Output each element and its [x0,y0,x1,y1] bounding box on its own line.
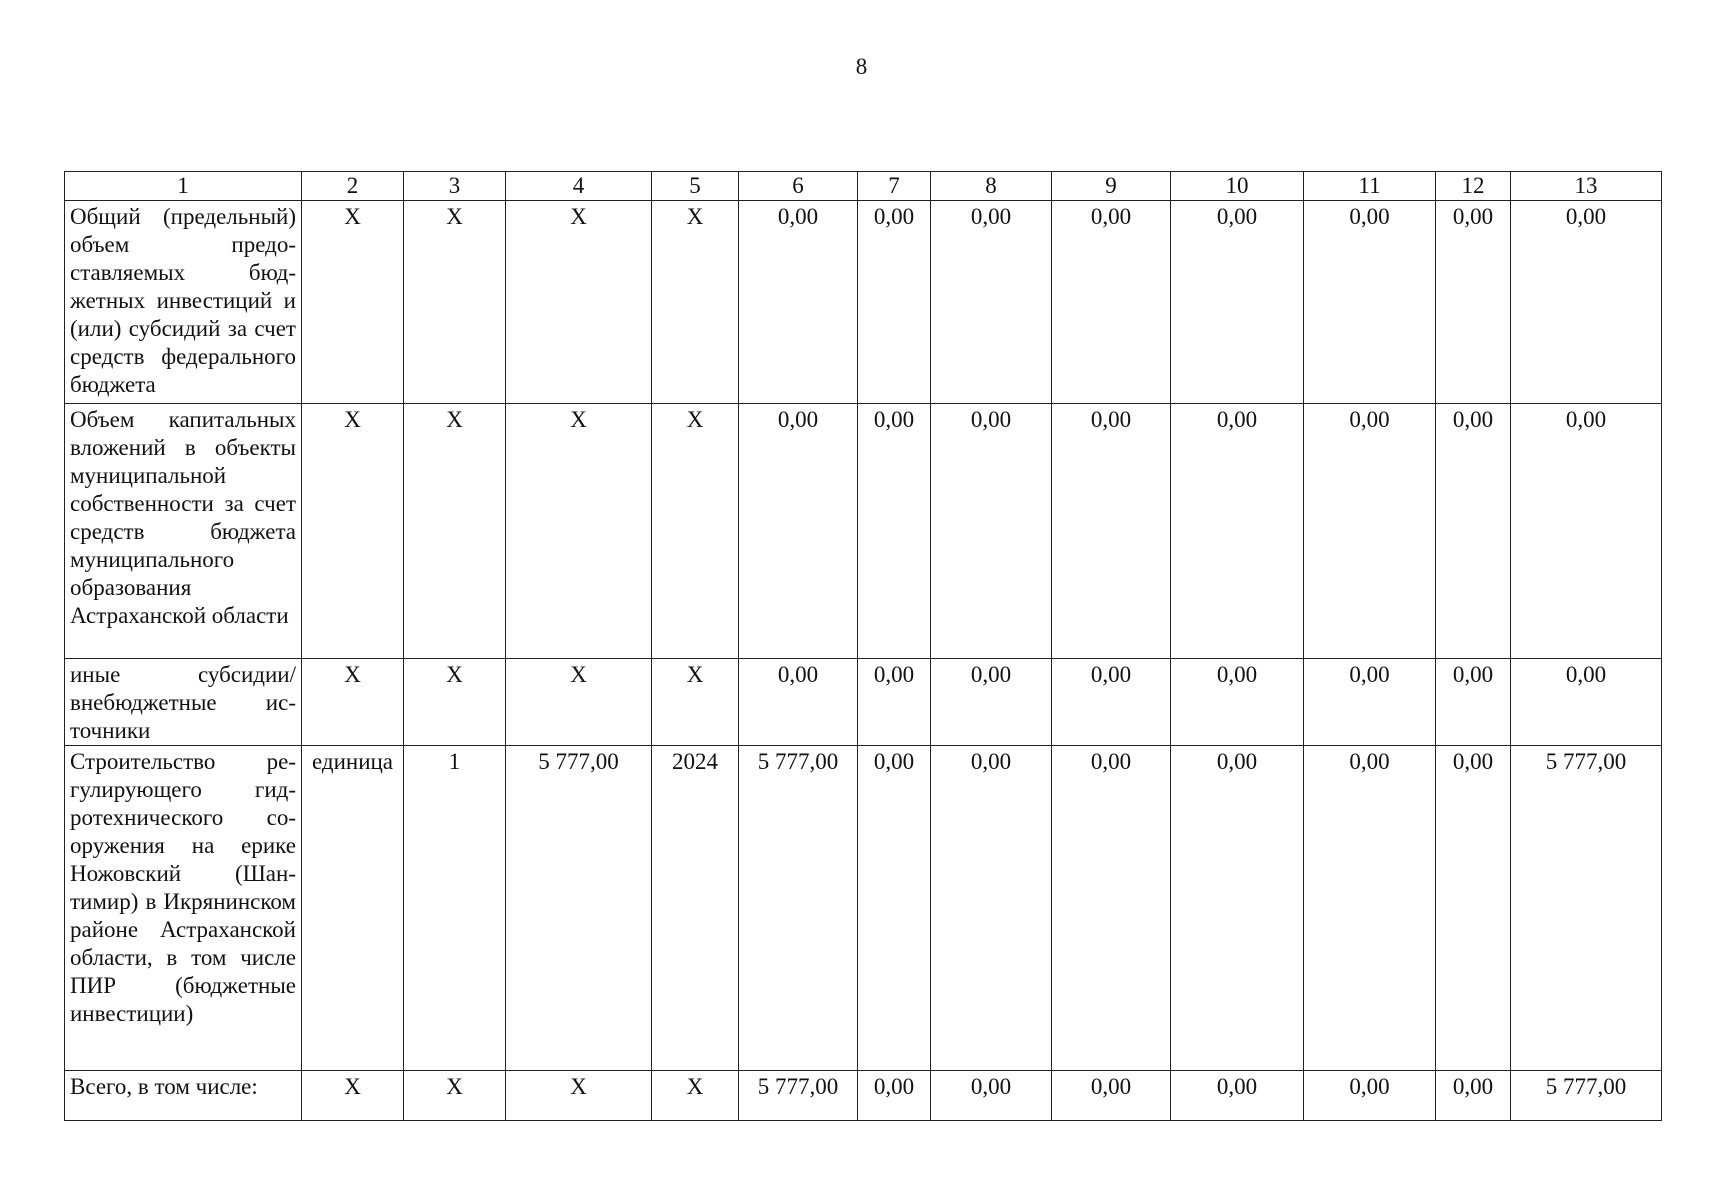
table-cell: X [302,201,404,404]
table-cell: X [652,201,739,404]
table-cell: X [404,1071,506,1121]
table-cell: 5 777,00 [1511,1071,1662,1121]
column-header: 5 [652,172,739,201]
table-cell: X [506,1071,652,1121]
table-cell: X [404,201,506,404]
table-cell: 0,00 [1436,659,1511,746]
table-cell: 5 777,00 [1511,746,1662,1071]
table-cell: 0,00 [1436,746,1511,1071]
table-cell: 0,00 [931,659,1052,746]
table-cell: X [404,659,506,746]
table-cell: 0,00 [1171,201,1304,404]
table-row-municipal-investment [65,404,1662,659]
column-header: 9 [1052,172,1171,201]
column-header: 10 [1171,172,1304,201]
table-cell: X [652,1071,739,1121]
table-cell: 0,00 [1171,659,1304,746]
table-row-construction [65,746,1662,1071]
table-cell: 0,00 [1304,746,1436,1071]
table-cell: X [302,659,404,746]
table-cell: 0,00 [1052,746,1171,1071]
table-cell: 0,00 [1052,1071,1171,1121]
column-header: 11 [1304,172,1436,201]
table-cell: 0,00 [1511,201,1662,404]
table-cell: 0,00 [1304,201,1436,404]
table-cell: X [652,659,739,746]
column-header: 13 [1511,172,1662,201]
table-cell: 0,00 [739,201,858,404]
table-cell: 0,00 [858,659,931,746]
table-cell: 0,00 [931,746,1052,1071]
table-cell: 0,00 [1052,659,1171,746]
table-cell: 0,00 [858,1071,931,1121]
table-cell: 0,00 [858,404,931,659]
table-cell: X [302,1071,404,1121]
table-cell: 0,00 [931,404,1052,659]
table-cell: 0,00 [1304,404,1436,659]
row-label: Строительство регулирующего гидротехнического сооружения на ерике Ножовский (Шантимир) в Икрянинском районе Астраханской области, в том числе ПИР (бюджетные инвестиции) [65,746,302,1071]
row-label: Всего, в том числе: [65,1071,302,1121]
table-cell: 0,00 [858,201,931,404]
table-cell: 0,00 [931,1071,1052,1121]
table-cell: 0,00 [1436,404,1511,659]
column-header: 6 [739,172,858,201]
table-cell: X [506,659,652,746]
table-cell: 0,00 [1511,659,1662,746]
table-cell: 0,00 [1304,1071,1436,1121]
table-cell: X [506,201,652,404]
column-header: 2 [302,172,404,201]
column-header: 1 [65,172,302,201]
table-cell: 5 777,00 [739,746,858,1071]
header-row [65,172,1662,201]
row-label: Объем капитальных вложений в объекты муниципальной собственности за счет средств бюджета муниципального образования Астраханской области [65,404,302,659]
table-cell: 0,00 [1171,404,1304,659]
table-cell: 2024 [652,746,739,1071]
column-header: 8 [931,172,1052,201]
table-cell: 5 777,00 [506,746,652,1071]
table-cell: 0,00 [1511,404,1662,659]
row-label: иные субсидии/ внебюджетные источники [65,659,302,746]
column-header: 7 [858,172,931,201]
column-header: 3 [404,172,506,201]
page-number: 8 [855,54,868,79]
table-cell: 0,00 [1052,404,1171,659]
table-cell: 0,00 [1171,746,1304,1071]
table-cell: 0,00 [1436,1071,1511,1121]
table-row-federal-budget [65,201,1662,404]
table-cell: единица [302,746,404,1071]
row-label: Общий (предельный) объем предоставляемых бюджетных инвестиций и (или) субсидий за счет средств федерального бюджета [65,201,302,404]
table-cell: 0,00 [858,746,931,1071]
table-row-total [65,1071,1662,1121]
table-cell: 0,00 [931,201,1052,404]
column-header: 12 [1436,172,1511,201]
table-cell: 0,00 [1052,201,1171,404]
table-cell: X [652,404,739,659]
table-cell: 0,00 [1171,1071,1304,1121]
table-cell: 0,00 [1436,201,1511,404]
table-cell: 0,00 [1304,659,1436,746]
table-cell: 5 777,00 [739,1071,858,1121]
table-cell: 0,00 [739,659,858,746]
table-cell: X [302,404,404,659]
column-header: 4 [506,172,652,201]
table-cell: 1 [404,746,506,1071]
table-cell: 0,00 [739,404,858,659]
table-cell: X [506,404,652,659]
table-cell: X [404,404,506,659]
table-row-other-subsidies [65,659,1662,746]
investment-table [64,171,1662,1121]
